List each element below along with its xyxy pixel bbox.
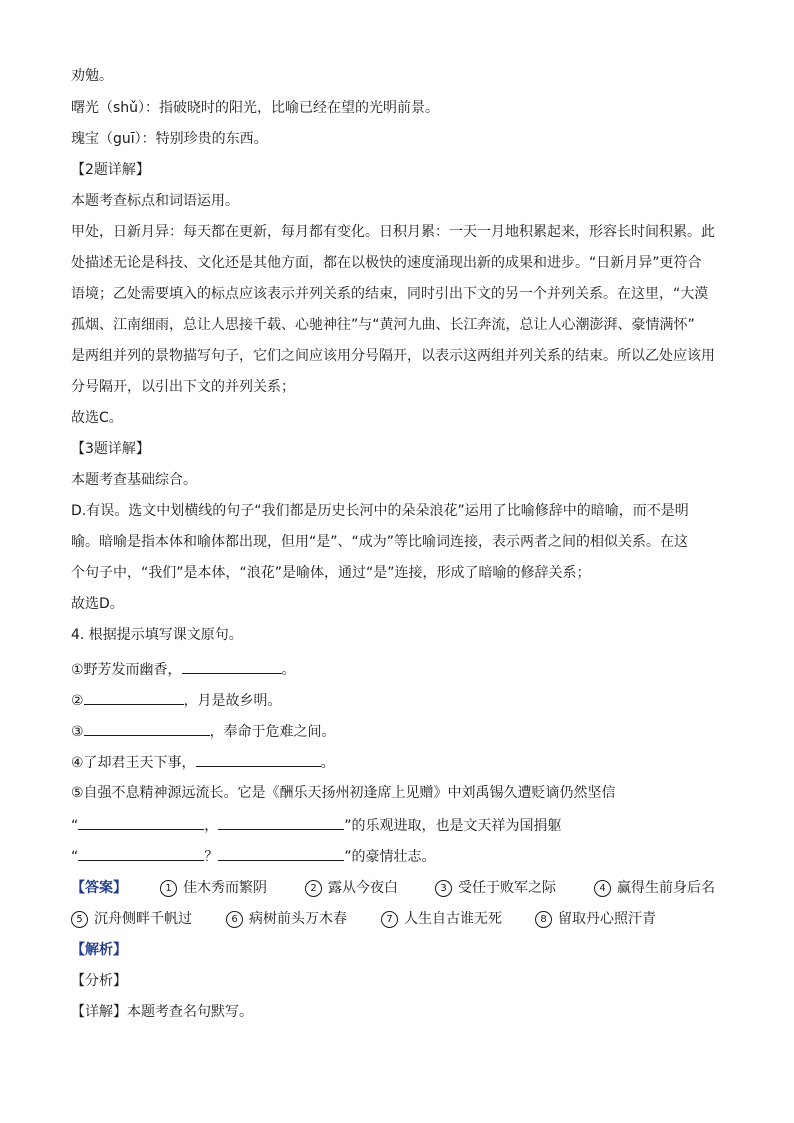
fill-question-2 [71,690,726,711]
number-circle: 7 [381,911,398,928]
answer-blank[interactable] [218,846,344,861]
answer-blank[interactable] [196,752,321,767]
answer-blank[interactable] [78,815,204,830]
q2-prefix: ② [71,693,84,709]
text-line: 故选D。 [71,596,124,612]
number-circle: 3 [435,880,452,897]
text-line: 孤烟、江南细雨，总让人思接千载、心驰神往”与“黄河九曲、长江奔流，总让人心潮澎湃、豪情满怀” [71,317,695,333]
fill-question-5-line3 [71,846,726,867]
answer-item [435,878,556,898]
text-line: 个句子中，“我们”是本体，“浪花”是喻体，通过“是”连接，形成了暗喻的修辞关系； [71,565,591,581]
answer-text: 佳木秀而繁阴 [183,880,267,896]
comma: ， [204,818,219,834]
text-line: 瑰宝（guī）：特别珍贵的东西。 [71,131,268,147]
answer-item [226,909,347,929]
q3-prefix: ③ [71,724,84,740]
number-circle: 8 [535,911,552,928]
text-line: 甲处，日新月异：每天都在更新，每月都有变化。日积月累：一天一月地积累起来，形容长时间积累。此 [71,224,715,240]
answer-item [381,909,502,929]
text-line: 本题考查标点和词语运用。 [71,193,239,209]
q3-suffix: ，奉命于危难之间。 [209,724,336,740]
answer-label: 【答案】 [71,880,127,896]
answer-item [594,878,715,898]
text-line: 分号隔开，以引出下文的并列关系； [71,379,295,395]
number-circle: 6 [226,911,243,928]
answer-blank[interactable] [84,721,210,736]
fill-question-4 [71,752,726,773]
answer-item [71,909,192,929]
question-stem: 4. 根据提示填写课文原句。 [71,627,243,643]
question-mark: ？ [204,849,219,865]
answer-blank[interactable] [182,659,282,674]
analysis-detail: 【详解】本题考查名句默写。 [71,1004,253,1020]
answer-text: 露从今夜白 [328,880,398,896]
text-line: 本题考查基础综合。 [71,472,197,488]
fill-question-1 [71,659,726,680]
text-line: 曙光（shǔ）：指破晓时的阳光，比喻已经在望的光明前景。 [71,100,440,116]
text-line: 处描述无论是科技、文化还是其他方面，都在以极快的速度涌现出新的成果和进步。“日新月异”更符合 [71,255,702,271]
number-circle: 5 [71,911,88,928]
open-quote: “ [71,818,79,834]
answer-text: 病树前头万木春 [249,911,347,927]
number-circle: 1 [160,880,177,897]
answer-text: 赢得生前身后名 [617,880,715,896]
section-heading: 【3题详解】 [71,441,150,457]
text-line: D.有误。选文中划横线的句子“我们都是历史长河中的朵朵浪花”运用了比喻修辞中的暗喻，而不是明 [71,503,689,519]
text-line: 劝勉。 [71,68,113,84]
answer-text: 沉舟侧畔千帆过 [94,911,192,927]
answer-blank[interactable] [84,690,184,705]
text-line: 是两组并列的景物描写句子，它们之间应该用分号隔开，以表示这两组并列关系的结束。所以乙处应该用 [71,348,715,364]
q2-suffix: ，月是故乡明。 [183,693,282,709]
open-quote: “ [71,849,79,865]
fill-question-3 [71,721,726,742]
q5-line2-text: ”的乐观进取，也是文天祥为国捐躯 [344,818,562,834]
section-heading: 【2题详解】 [71,162,150,178]
analysis-label: 【解析】 [71,942,127,958]
number-circle: 4 [594,880,611,897]
answer-blank[interactable] [218,815,344,830]
q4-prefix: ④了却君王天下事， [71,755,196,771]
q5-line3-text: ”的豪情壮志。 [344,849,436,865]
answer-item [535,909,656,929]
answer-text: 留取丹心照汗青 [558,911,656,927]
answer-text: 受任于败军之际 [458,880,556,896]
q1-suffix: 。 [281,662,296,678]
q1-prefix: ①野芳发而幽香， [71,662,182,678]
answer-item [160,878,267,898]
answer-text: 人生自古谁无死 [404,911,502,927]
fill-question-5: ⑤自强不息精神源远流长。它是《酬乐天扬州初逢席上见赠》中刘禹锡久遭贬谪仍然坚信 [71,785,616,801]
fill-question-5-line2 [71,815,726,836]
number-circle: 2 [305,880,322,897]
analysis-subheading: 【分析】 [71,973,127,989]
text-line: 故选C。 [71,410,123,426]
text-line: 喻。暗喻是指本体和喻体都出现，但用“是”、“成为”等比喻词连接，表示两者之间的相似关系。在这 [71,534,689,550]
q4-suffix: 。 [320,755,335,771]
answer-blank[interactable] [78,846,204,861]
answer-item [305,878,398,898]
text-line: 语境；乙处需要填入的标点应该表示并列关系的结束，同时引出下文的另一个并列关系。在这里，“大漠 [71,286,709,302]
